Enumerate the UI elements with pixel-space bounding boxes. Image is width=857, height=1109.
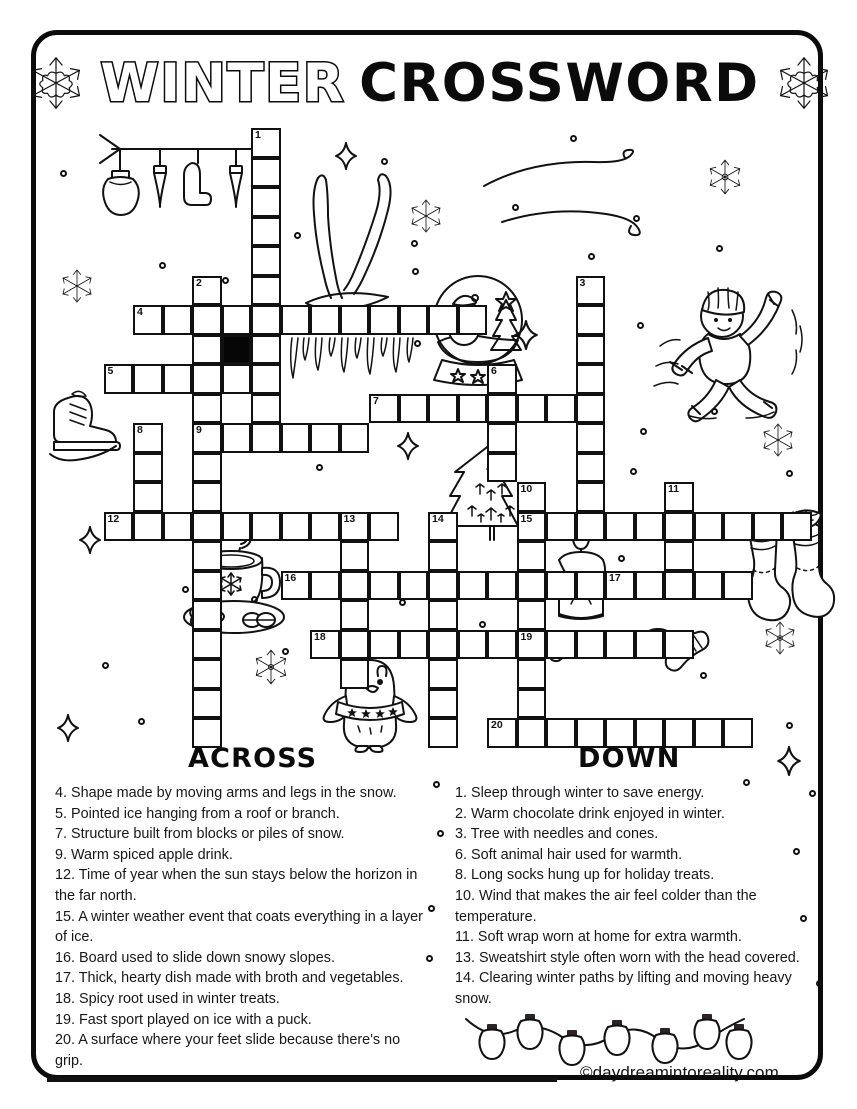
grid-cell[interactable] — [664, 541, 694, 571]
grid-cell[interactable] — [635, 512, 665, 542]
grid-cell[interactable] — [576, 512, 606, 542]
grid-cell[interactable] — [605, 512, 635, 542]
grid-cell-number: 5 — [107, 365, 114, 377]
grid-cell[interactable] — [782, 512, 812, 542]
grid-cell[interactable] — [546, 630, 576, 660]
grid-cell[interactable] — [723, 718, 753, 748]
grid-cell[interactable] — [133, 423, 163, 453]
grid-cell[interactable] — [664, 482, 694, 512]
grid-cell[interactable] — [340, 659, 370, 689]
grid-cell[interactable] — [222, 305, 252, 335]
grid-cell[interactable] — [163, 305, 193, 335]
grid-cell-number: 16 — [284, 571, 297, 584]
down-clue-item: 3. Tree with needles and cones. — [455, 826, 659, 843]
grid-cell[interactable] — [517, 394, 547, 424]
grid-cell[interactable] — [251, 276, 281, 306]
grid-cell[interactable] — [163, 364, 193, 394]
grid-cell[interactable] — [723, 571, 753, 601]
grid-cell-number: 4 — [137, 306, 143, 318]
grid-cell[interactable] — [605, 630, 635, 660]
grid-cell-blocked — [222, 335, 252, 365]
grid-cell[interactable] — [753, 512, 783, 542]
across-clue-list — [55, 783, 427, 1071]
grid-cell[interactable] — [428, 659, 458, 689]
grid-cell[interactable] — [517, 718, 547, 748]
grid-cell[interactable] — [428, 718, 458, 748]
grid-cell[interactable] — [517, 630, 547, 660]
grid-cell[interactable] — [399, 394, 429, 424]
grid-cell[interactable] — [576, 276, 606, 306]
grid-cell[interactable] — [192, 689, 222, 719]
grid-cell[interactable] — [369, 305, 399, 335]
grid-cell[interactable] — [517, 541, 547, 571]
grid-cell[interactable] — [192, 364, 222, 394]
grid-cell[interactable] — [546, 512, 576, 542]
grid-cell[interactable] — [487, 364, 517, 394]
grid-cell[interactable] — [163, 512, 193, 542]
confetti-dot-icon — [437, 830, 444, 837]
grid-cell[interactable] — [251, 128, 281, 158]
grid-cell[interactable] — [133, 453, 163, 483]
grid-cell[interactable] — [399, 305, 429, 335]
grid-cell[interactable] — [576, 571, 606, 601]
grid-cell[interactable] — [487, 571, 517, 601]
grid-cell[interactable] — [517, 482, 547, 512]
grid-cell[interactable] — [428, 541, 458, 571]
grid-cell[interactable] — [251, 187, 281, 217]
grid-cell[interactable] — [251, 217, 281, 247]
grid-cell[interactable] — [192, 453, 222, 483]
grid-cell[interactable] — [635, 630, 665, 660]
grid-cell[interactable] — [546, 718, 576, 748]
grid-cell[interactable] — [546, 571, 576, 601]
grid-cell[interactable] — [399, 630, 429, 660]
grid-cell[interactable] — [281, 423, 311, 453]
grid-cell[interactable] — [458, 305, 488, 335]
grid-cell[interactable] — [576, 335, 606, 365]
down-clue-list — [455, 783, 827, 1010]
grid-cell[interactable] — [251, 305, 281, 335]
grid-cell[interactable] — [576, 630, 606, 660]
grid-cell[interactable] — [369, 394, 399, 424]
grid-cell[interactable] — [517, 512, 547, 542]
grid-cell[interactable] — [104, 512, 134, 542]
grid-cell[interactable] — [340, 630, 370, 660]
grid-cell[interactable] — [310, 512, 340, 542]
grid-cell[interactable] — [428, 571, 458, 601]
grid-cell[interactable] — [104, 364, 134, 394]
grid-cell[interactable] — [487, 630, 517, 660]
grid-cell[interactable] — [694, 718, 724, 748]
grid-cell[interactable] — [133, 482, 163, 512]
grid-cell[interactable] — [635, 571, 665, 601]
grid-cell-number: 7 — [373, 394, 379, 407]
down-clue-item: 2. Warm chocolate drink enjoyed in winter. — [455, 805, 725, 822]
grid-cell-number: 6 — [491, 365, 497, 377]
across-clue-item: 5. Pointed ice hanging from a roof or branch. — [55, 805, 340, 822]
grid-cell[interactable] — [517, 571, 547, 601]
grid-cell[interactable] — [222, 364, 252, 394]
down-clue-item: 8. Long socks hung up for holiday treats. — [455, 867, 715, 884]
sparkle-icon-6 — [776, 746, 802, 781]
grid-cell[interactable] — [458, 571, 488, 601]
grid-cell[interactable] — [251, 512, 281, 542]
grid-cell[interactable] — [192, 659, 222, 689]
grid-cell[interactable] — [369, 512, 399, 542]
grid-cell[interactable] — [369, 630, 399, 660]
grid-cell[interactable] — [340, 512, 370, 542]
grid-cell[interactable] — [576, 482, 606, 512]
grid-cell[interactable] — [281, 512, 311, 542]
grid-cell-number: 3 — [579, 276, 586, 289]
title-word-crossword: CROSSWORD — [359, 52, 760, 114]
grid-cell[interactable] — [458, 630, 488, 660]
across-clue-item: 12. Time of year when the sun stays below the horizon in the far north. — [55, 867, 418, 904]
grid-cell-number: 13 — [343, 512, 356, 525]
grid-cell[interactable] — [458, 394, 488, 424]
grid-cell-number: 14 — [432, 512, 444, 525]
grid-cell[interactable] — [251, 423, 281, 453]
across-clue-item: 16. Board used to slide down snowy slopes. — [55, 949, 335, 966]
grid-cell[interactable] — [310, 305, 340, 335]
grid-cell[interactable] — [192, 423, 222, 453]
across-clue-item: 17. Thick, hearty dish made with broth and vegetables. — [55, 970, 404, 987]
grid-cell[interactable] — [428, 630, 458, 660]
across-clue-item: 9. Warm spiced apple drink. — [55, 846, 233, 863]
across-clue-item: 18. Spicy root used in winter treats. — [55, 990, 280, 1007]
grid-cell[interactable] — [428, 394, 458, 424]
grid-cell[interactable] — [428, 600, 458, 630]
confetti-dot-icon — [428, 905, 435, 912]
grid-cell[interactable] — [222, 512, 252, 542]
grid-cell[interactable] — [487, 453, 517, 483]
footer-divider — [47, 1077, 557, 1082]
grid-cell-number: 8 — [137, 424, 143, 436]
down-heading: DOWN — [578, 743, 681, 774]
grid-cell[interactable] — [723, 512, 753, 542]
grid-cell[interactable] — [694, 512, 724, 542]
grid-cell[interactable] — [251, 394, 281, 424]
down-clue-item: 11. Soft wrap worn at home for extra warmth. — [455, 929, 742, 946]
grid-cell[interactable] — [251, 246, 281, 276]
grid-cell-number: 17 — [609, 571, 621, 584]
grid-cell[interactable] — [517, 600, 547, 630]
title-word-winter: WINTER — [100, 52, 346, 114]
grid-cell[interactable] — [192, 335, 222, 365]
confetti-dot-icon — [426, 955, 433, 962]
grid-cell-number: 20 — [491, 719, 503, 731]
grid-cell[interactable] — [487, 718, 517, 748]
grid-cell[interactable] — [428, 305, 458, 335]
watermark-text: ©daydreamintoreality.com — [580, 1063, 779, 1082]
grid-cell[interactable] — [664, 512, 694, 542]
grid-cell[interactable] — [281, 571, 311, 601]
grid-cell[interactable] — [133, 305, 163, 335]
down-clue-item: 14. Clearing winter paths by lifting and moving heavy snow. — [455, 970, 792, 1007]
down-clue-item: 6. Soft animal hair used for warmth. — [455, 846, 683, 863]
grid-cell-number: 1 — [255, 129, 261, 141]
grid-cell-number: 9 — [196, 424, 202, 436]
across-clue-item: 19. Fast sport played on ice with a puck. — [55, 1011, 312, 1028]
across-clue-item: 15. A winter weather event that coats everything in a layer of ice. — [55, 908, 423, 946]
grid-cell[interactable] — [310, 571, 340, 601]
grid-cell[interactable] — [605, 571, 635, 601]
grid-cell[interactable] — [664, 630, 694, 660]
grid-cell[interactable] — [222, 423, 252, 453]
grid-cell[interactable] — [251, 335, 281, 365]
grid-cell[interactable] — [517, 689, 547, 719]
grid-cell-number: 11 — [668, 483, 680, 495]
grid-cell[interactable] — [192, 541, 222, 571]
down-clue-item: 1. Sleep through winter to save energy. — [455, 785, 705, 801]
grid-cell[interactable] — [487, 394, 517, 424]
grid-cell[interactable] — [664, 571, 694, 601]
grid-cell[interactable] — [340, 541, 370, 571]
grid-cell[interactable] — [428, 512, 458, 542]
confetti-dot-icon — [433, 781, 440, 788]
down-clue-item: 13. Sweatshirt style often worn with the head covered. — [455, 949, 800, 966]
grid-cell[interactable] — [281, 305, 311, 335]
grid-cell[interactable] — [576, 394, 606, 424]
grid-cell[interactable] — [487, 423, 517, 453]
grid-cell[interactable] — [576, 305, 606, 335]
grid-cell[interactable] — [340, 423, 370, 453]
grid-cell[interactable] — [192, 305, 222, 335]
grid-cell[interactable] — [694, 571, 724, 601]
grid-cell[interactable] — [310, 630, 340, 660]
grid-cell[interactable] — [546, 394, 576, 424]
grid-cell[interactable] — [428, 689, 458, 719]
across-heading: ACROSS — [188, 743, 318, 774]
grid-cell-number: 15 — [520, 512, 533, 525]
grid-cell[interactable] — [340, 571, 370, 601]
grid-cell[interactable] — [192, 482, 222, 512]
grid-cell[interactable] — [576, 453, 606, 483]
grid-cell-number: 18 — [314, 630, 326, 643]
grid-cell[interactable] — [310, 423, 340, 453]
grid-cell[interactable] — [576, 423, 606, 453]
across-clue-item: 20. A surface where your feet slide because there's no grip. — [55, 1032, 401, 1069]
grid-cell[interactable] — [192, 600, 222, 630]
grid-cell[interactable] — [133, 364, 163, 394]
across-clue-item: 4. Shape made by moving arms and legs in the snow. — [55, 785, 397, 801]
grid-cell[interactable] — [251, 364, 281, 394]
down-clue-item: 10. Wind that makes the air feel colder than the temperature. — [455, 887, 757, 925]
grid-cell[interactable] — [340, 305, 370, 335]
grid-cell[interactable] — [340, 600, 370, 630]
grid-cell[interactable] — [192, 276, 222, 306]
grid-cell[interactable] — [399, 571, 429, 601]
grid-cell[interactable] — [517, 659, 547, 689]
grid-cell[interactable] — [576, 364, 606, 394]
grid-cell[interactable] — [192, 571, 222, 601]
grid-cell[interactable] — [192, 630, 222, 660]
across-clue-item: 7. Structure built from blocks or piles of snow. — [55, 826, 345, 843]
grid-cell-number: 12 — [107, 512, 120, 525]
grid-cell-number: 2 — [196, 276, 202, 289]
grid-cell-number: 19 — [520, 630, 533, 643]
grid-cell[interactable] — [192, 512, 222, 542]
grid-cell-number: 10 — [520, 483, 533, 495]
grid-cell[interactable] — [369, 571, 399, 601]
grid-cell[interactable] — [133, 512, 163, 542]
grid-cell[interactable] — [192, 394, 222, 424]
grid-cell[interactable] — [251, 158, 281, 188]
